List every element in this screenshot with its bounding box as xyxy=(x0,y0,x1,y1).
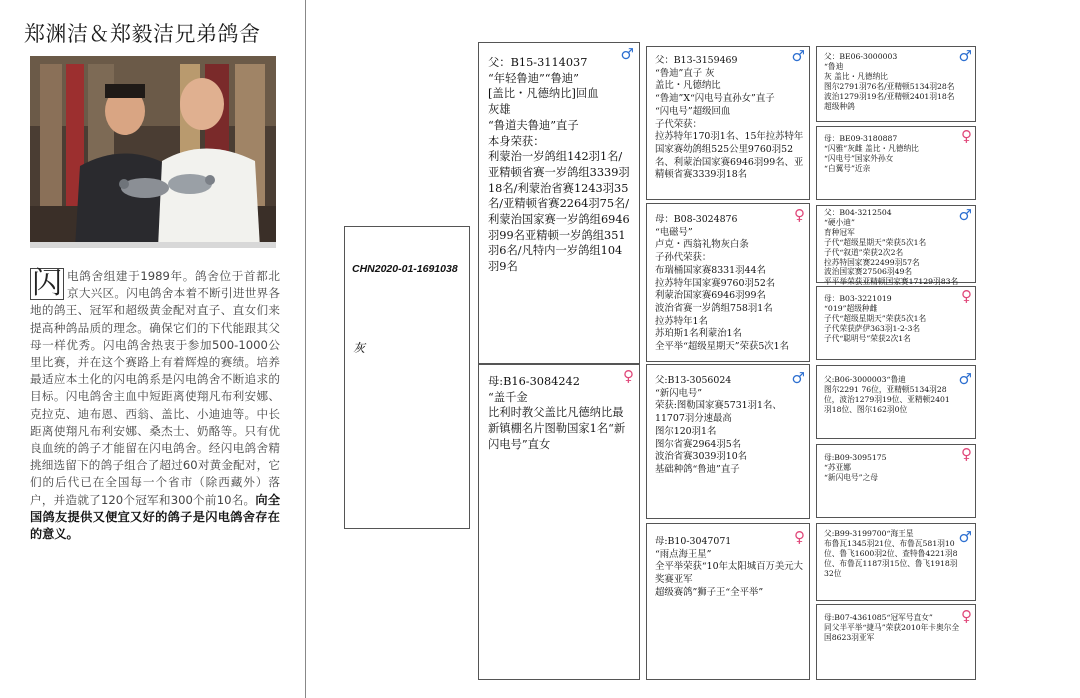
ggp-6-card xyxy=(816,444,976,518)
ggp-7-details: 父:B99-3199700“海王星 布鲁瓦1345羽21位、布鲁瓦581羽10位、鲁飞1600羽2位、查特鲁4221羽8位、布鲁瓦1187羽15位、鲁飞1918羽32位 xyxy=(824,529,958,578)
female-symbol-icon: ♀ xyxy=(961,445,972,463)
ggp-5-details: 父:B06-3000003“鲁迪 图尔2291 76位，亚精顿5134羽28位，波治1279羽19位、亚精顿2401羽18位、图尔162羽0位 xyxy=(824,375,950,414)
ggp-1-card xyxy=(816,46,976,122)
male-symbol-icon: ♂ xyxy=(958,47,972,65)
photo-illustration xyxy=(30,56,276,248)
ggp-8-card xyxy=(816,604,976,680)
loft-owners-photo xyxy=(30,56,276,248)
male-symbol-icon: ♂ xyxy=(791,47,805,65)
female-symbol-icon: ♀ xyxy=(794,206,805,224)
intro-closing-statement: 向全国鸽友提供又便宜又好的鸽子是闪电鸽舍存在的意义。 xyxy=(30,492,281,542)
intro-body-text: 电鸽舍组建于1989年。鸽舍位于首都北京大兴区。闪电鸽舍本着不断引进世界各地的鸽王、冠军和超级黄金配对直子、直女们来提高种鸽品质的理念。确保它们的下代能跟其父母一样优秀。闪电鸽舍热衷于参加500-1000公里比赛，并在这个赛路上有着辉煌的赛绩。培养最适应本土化的闪电鸽系是闪电鸽舍不断追求的目标。闪电鸽舍主血中短距离使翔凡布利安娜、克拉克、迪布恩、西翁、盖比、小迪迪等。中长距离使翔凡布利安娜、桑杰士、奶酪等。只有优良血统的鸽子才能留在闪电鸽舍。经闪电鸽舍精挑细选留下的鸽子组合了超过60对黄金配对，它们的后代已在全国每一个省市（除西藏外）落户，并造就了120个冠军和300个前10名。 xyxy=(30,269,280,507)
grandsire-paternal-card xyxy=(646,46,810,200)
female-symbol-icon: ♀ xyxy=(623,367,634,385)
male-symbol-icon: ♂ xyxy=(958,370,972,388)
female-symbol-icon: ♀ xyxy=(961,287,972,305)
subject-color: 灰 xyxy=(353,341,366,355)
granddam-paternal-card xyxy=(646,203,810,362)
granddam-maternal-details: 母:B10-3047071 “雨点海王星” 全平举荣获“10年太阳城百万美元大奖赛亚军 超级赛鸽”狮子王“全平举” xyxy=(655,536,803,598)
ggp-4-card xyxy=(816,286,976,360)
female-symbol-icon: ♀ xyxy=(961,607,972,625)
granddam-paternal-details: 母：B08-3024876 “电磁号” 卢克・西翁礼物灰白条 子孙代荣获： 布瑞桶国家赛8331羽44名 拉苏特年国家赛9760羽52名 利蒙治国家赛6946羽99名 波治省赛一岁鸽组758羽1名 拉苏特年1名 苏珀斯1名利蒙治1名 全平举“超级星期天”荣获5次1名 xyxy=(655,214,790,353)
male-symbol-icon: ♂ xyxy=(620,45,634,63)
dropcap-letter: 闪 xyxy=(32,266,62,301)
page-title: 郑渊洁＆郑毅洁兄弟鸽舍 xyxy=(24,22,261,46)
ggp-3-card xyxy=(816,205,976,287)
ggp-2-details: 母：BE09-3180887 “闪雅”灰雌 盖比・凡德纳比 “闪电号”国家外孙女 “白翼号”近亲 xyxy=(824,134,919,173)
male-symbol-icon: ♂ xyxy=(791,369,805,387)
granddam-maternal-card xyxy=(646,523,810,680)
sire-card xyxy=(478,42,640,364)
female-symbol-icon: ♀ xyxy=(794,528,805,546)
ggp-3-details: 父：B04-3212504 “硬小迪” 育种冠军 子代“超级星期天”荣获5次1名 子代“叙道”荣获2次2名 拉苏特国家赛22499羽57名 波治国家赛27506羽49名 平平举荣获亚精顿国家赛17129羽83名 xyxy=(824,208,959,287)
ggp-2-card xyxy=(816,126,976,200)
ggp-6-details: 母:B09-3095175 “苏亚娜 “新闪电号”之母 xyxy=(824,453,887,482)
ggp-5-card xyxy=(816,365,976,439)
column-divider xyxy=(305,0,306,698)
grandsire-paternal-details: 父：B13-3159469 “鲁迪”直子 灰 盖比・凡德纳比 “鲁迪”X“闪电号直孙女”直子 “闪电号”超级回血 子代荣获： 拉苏特年170羽1名、15年拉苏特年国家赛幼鸽组525公里9760羽52名、利蒙治国家赛6946羽99名、亚精顿省赛3339羽18名 xyxy=(655,55,804,181)
male-symbol-icon: ♂ xyxy=(958,206,972,224)
ggp-1-details: 父：BE06-3000003 “鲁迪 灰 盖比・凡德纳比 图尔2791羽76名/亚精顿5134羽28名 波治1279羽19名/亚精顿2401羽18名 超级种鸽 xyxy=(824,52,955,111)
grandsire-maternal-card xyxy=(646,364,810,519)
female-symbol-icon: ♀ xyxy=(961,127,972,145)
subject-pigeon-card xyxy=(344,226,470,529)
dam-details: 母:B16-3084242 “盖千金 比利时教父盖比凡德纳比最新镇棚名片图勒国家1名“新闪电号”直女 xyxy=(488,375,626,451)
grandsire-maternal-details: 父:B13-3056024 “新闪电号” 荣获:图勒国家赛5731羽1名、11707羽分速最高 图尔120羽1名 图尔省赛2964羽5名 波治省赛3039羽10名 基础种鸽“鲁迪”直子 xyxy=(655,375,782,475)
subject-ring-number: CHN2020-01-1691038 xyxy=(352,263,458,275)
loft-introduction xyxy=(30,268,280,543)
ggp-7-card xyxy=(816,523,976,601)
sire-details: 父：B15-3114037 “年轻鲁迪”“鲁迪” [盖比・凡德纳比]回血 灰雄 “鲁道夫鲁迪”直子 本身荣获： 利蒙治一岁鸽组142羽1名/亚精顿省赛一岁鸽组3339羽18名/利蒙治省赛1243羽35名/亚精顿省赛2264羽75名/利蒙治国家赛一岁鸽组6946羽99名亚精顿一岁鸽组351羽6名/凡特内一岁鸽组104羽9名 xyxy=(488,56,630,274)
ggp-8-details: 母:B07-4361085“冠军号直女” 同父半平举“捷马”荣获2010年卡奥尔全国8623羽亚军 xyxy=(824,613,960,642)
dam-card xyxy=(478,364,640,680)
male-symbol-icon: ♂ xyxy=(958,528,972,546)
ggp-4-details: 母：B03-3221019 “019”超级种雌 子代“超级星期天”荣获5次1名 子代荣获萨伊363羽1-2-3名 子代“聪明号”荣获2次1名 xyxy=(824,294,927,343)
